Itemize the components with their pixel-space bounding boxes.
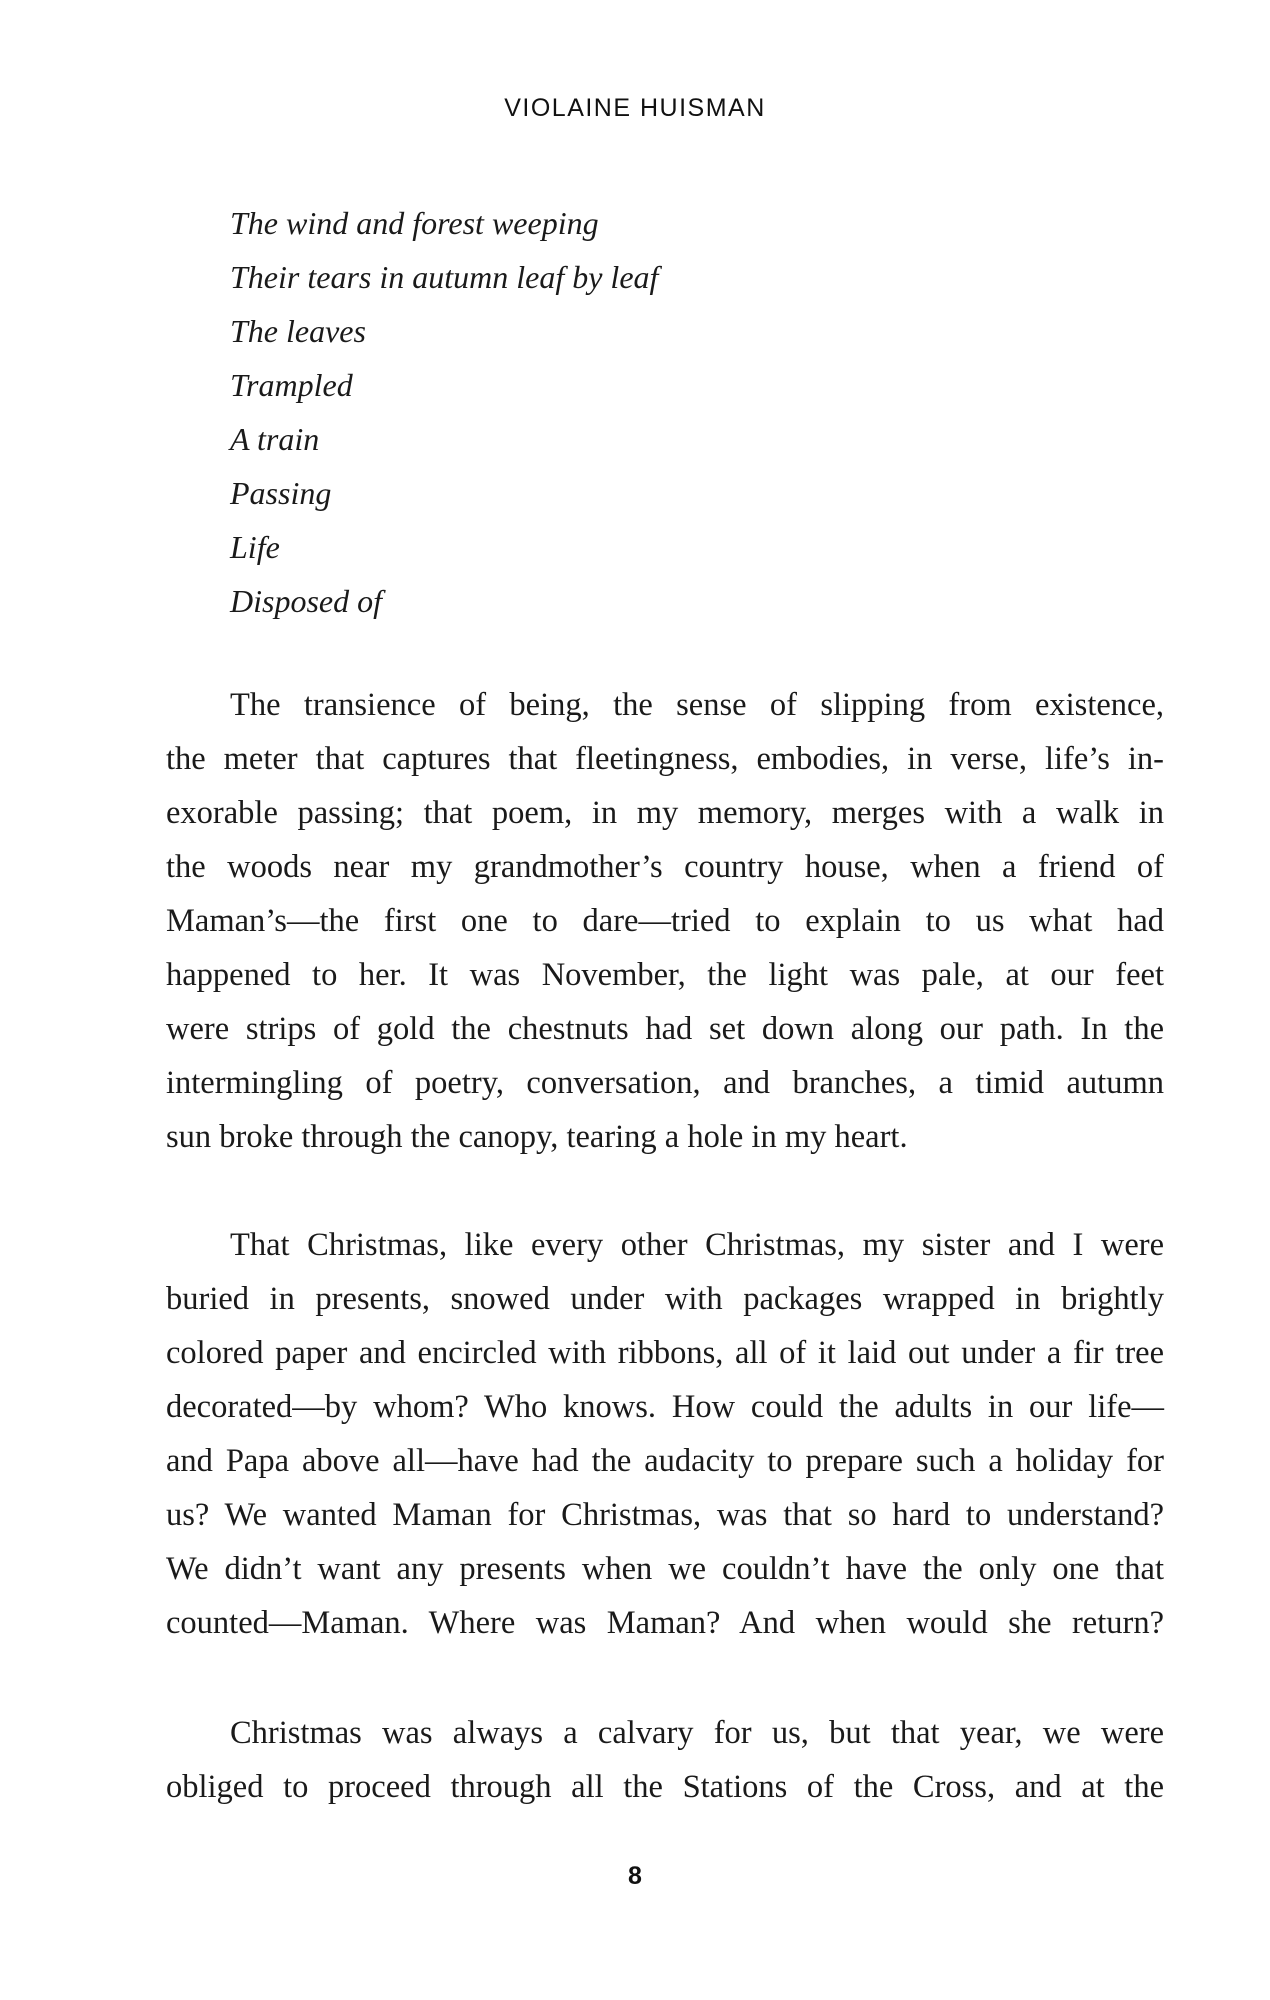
poem-line: Trampled	[230, 367, 353, 403]
text-line: Maman’s—the first one to dare—tried to explain to us what had	[166, 903, 1164, 939]
paragraph-calvary	[166, 1706, 1164, 1814]
poem-line: The leaves	[230, 313, 366, 349]
paragraph-christmas	[166, 1218, 1164, 1650]
poem	[230, 196, 1030, 628]
text-line: counted—Maman. Where was Maman? And when would she return?	[166, 1605, 1164, 1641]
text-line: were strips of gold the chestnuts had set down along our path. In the	[166, 1011, 1164, 1047]
poem-line: Disposed of	[230, 583, 382, 619]
text-line: The transience of being, the sense of slipping from existence,	[230, 687, 1164, 723]
text-line: intermingling of poetry, conversation, and branches, a timid autumn	[166, 1065, 1164, 1101]
text-line: exorable passing; that poem, in my memory, merges with a walk in	[166, 795, 1164, 831]
text-line: colored paper and encircled with ribbons, all of it laid out under a fir tree	[166, 1335, 1164, 1371]
text-line: That Christmas, like every other Christmas, my sister and I were	[230, 1227, 1164, 1263]
text-line: the meter that captures that fleetingness, embodies, in verse, life’s in-	[166, 741, 1164, 777]
poem-line: A train	[230, 421, 320, 457]
text-line: We didn’t want any presents when we couldn’t have the only one that	[166, 1551, 1164, 1587]
running-head-author: VIOLAINE HUISMAN	[504, 94, 766, 122]
text-line: sun broke through the canopy, tearing a hole in my heart.	[166, 1119, 908, 1155]
text-line: and Papa above all—have had the audacity to prepare such a holiday for	[166, 1443, 1164, 1479]
text-line: buried in presents, snowed under with packages wrapped in brightly	[166, 1281, 1164, 1317]
text-line: obliged to proceed through all the Stations of the Cross, and at the	[166, 1769, 1164, 1805]
poem-line: Life	[230, 529, 280, 565]
text-line: us? We wanted Maman for Christmas, was that so hard to understand?	[166, 1497, 1164, 1533]
poem-line: Passing	[230, 475, 332, 511]
text-line: the woods near my grandmother’s country house, when a friend of	[166, 849, 1164, 885]
poem-line: Their tears in autumn leaf by leaf	[230, 259, 659, 295]
paragraph-transience	[166, 678, 1164, 1164]
page-number: 8	[628, 1862, 642, 1890]
text-line: decorated—by whom? Who knows. How could the adults in our life—	[166, 1389, 1164, 1425]
text-line: Christmas was always a calvary for us, but that year, we were	[230, 1715, 1164, 1751]
text-line: happened to her. It was November, the light was pale, at our feet	[166, 957, 1164, 993]
poem-line: The wind and forest weeping	[230, 205, 599, 241]
